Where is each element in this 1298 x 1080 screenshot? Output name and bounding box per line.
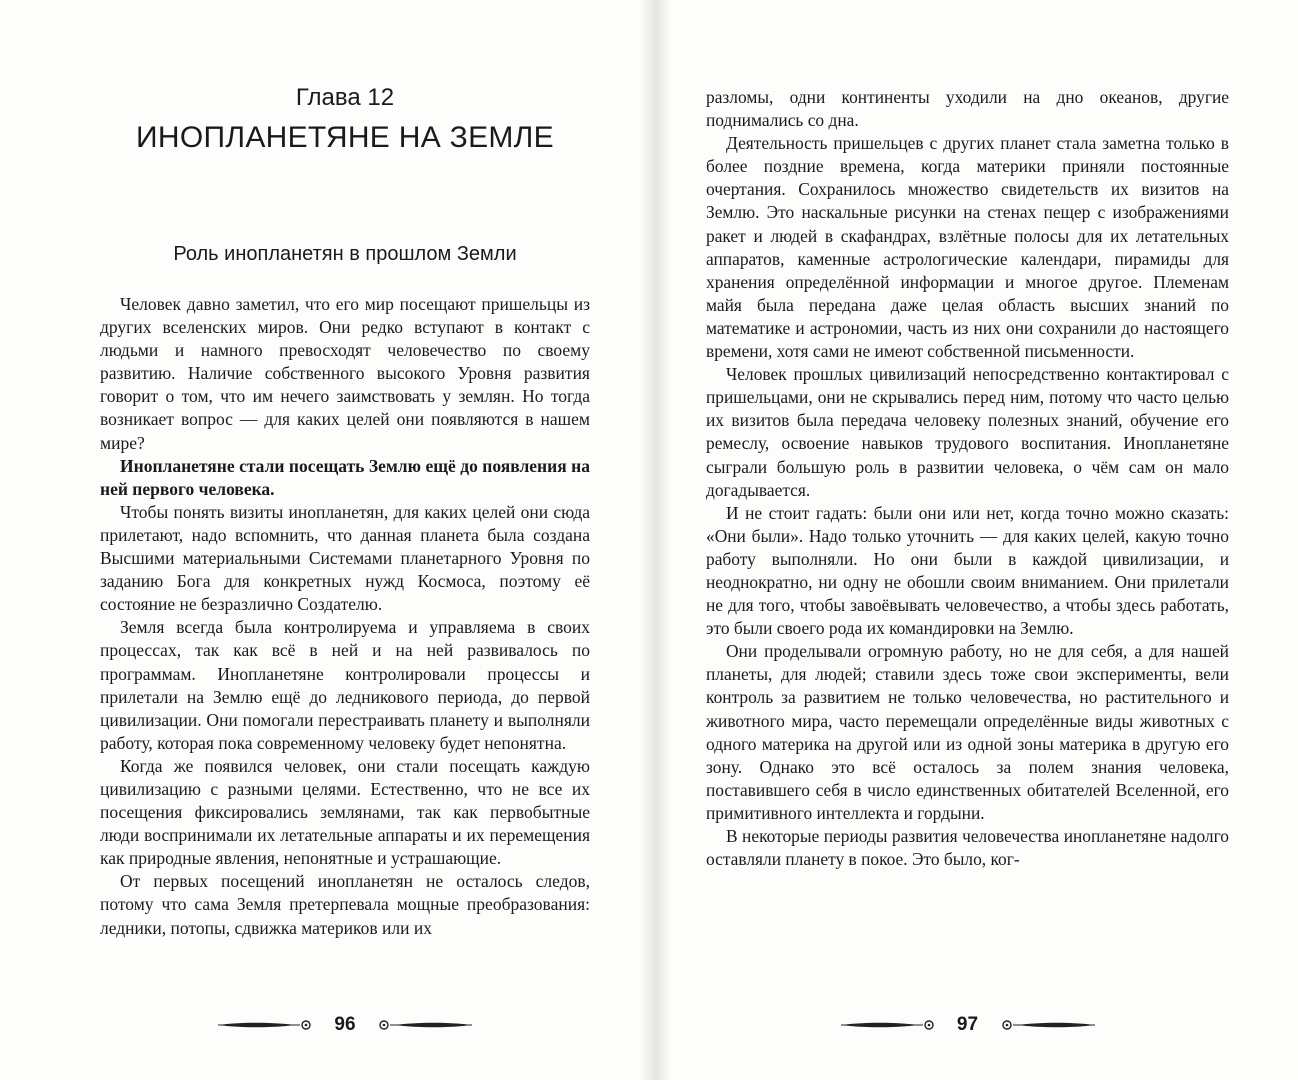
paragraph: Они проделывали огромную работу, но не для себя, а для нашей планеты, для людей; ставили здесь тоже свои эксперименты, вели контроль за развитием не только человечества, но растительного и животного мира, часто перемещали определённые виды животных с одного материка на другой или из одной зоны материка в другую его зону. Однако это всё осталось за полем знания человека, поставившего себя в число единственных обитателей Вселенной, его примитивного интеллекта и гордыни. <box>706 641 1229 823</box>
bold-paragraph: Инопланетяне стали посещать Землю ещё до появления на ней первого человека. <box>100 455 590 499</box>
paragraph: От первых посещений инопланетян не осталось следов, потому что сама Земля претерпевала мощные преобразования: ледники, потопы, сдвижка материков или их <box>100 871 590 938</box>
paragraph: И не стоит гадать: были они или нет, когда точно можно сказать: «Они были». Надо только уточнить — для каких целей, какую точно работу выполняли. Но они были в каждой цивилизации, и неоднократно, ни одну не обошли своим вниманием. Они прилетали не для того, чтобы завоёвывать человечество, а чтобы здесь работать, это были своего рода их командировки на Землю. <box>706 502 1229 639</box>
right-ornament-icon <box>997 1015 1097 1035</box>
paragraph: Когда же появился человек, они стали посещать каждую цивилизацию с разными целями. Естественно, что не все их посещения фиксировались землянами, так как первобытные люди воспринимали их летательные аппараты и их перемещения как природные явления, непонятные и устрашающие. <box>100 755 590 869</box>
left-page-text <box>100 293 590 940</box>
continuation-paragraph: разломы, одни континенты уходили на дно океанов, другие поднимались со дна. <box>706 87 1229 131</box>
section-title: Роль инопланетян в прошлом Земли <box>173 243 517 265</box>
book-gutter <box>640 0 670 1080</box>
chapter-title-text: ИНОПЛАНЕТЯНЕ НА ЗЕМЛЕ <box>136 121 554 154</box>
left-ornament-icon <box>839 1015 939 1035</box>
chapter-label: Глава 12 <box>295 84 395 111</box>
paragraph: Чтобы понять визиты инопланетян, для каких целей они сюда прилетают, надо вспомнить, что данная планета была создана Высшими материальными Системами планетарного Уровня по заданию Бога для конкретных нужд Космоса, поэтому её состояние не безразлично Создателю. <box>100 501 590 615</box>
chapter-title <box>100 122 590 154</box>
right-page <box>706 0 1229 1080</box>
page-footer <box>100 1014 590 1036</box>
left-ornament-icon <box>216 1015 316 1035</box>
page-number: 96 <box>334 1014 356 1035</box>
paragraph: В некоторые периоды развития человечества инопланетяне надолго оставляли планету в покое. Это было, ког- <box>706 826 1229 870</box>
right-ornament-icon <box>374 1015 474 1035</box>
paragraph: Земля всегда была контролируема и управляема в своих процессах, так как всё в ней и на ней развивалось по программам. Инопланетяне контролировали процессы и прилетали на Землю ещё до ледникового периода, до первой цивилизации. Они помогали перестраивать планету и выполняли работу, которая пока современному человеку будет непонятна. <box>100 617 590 753</box>
paragraph: Человек прошлых цивилизаций непосредственно контактировал с пришельцами, они не скрывались перед ним, потому что часто целью их визитов была передача человеку полезных знаний, обучение его ремеслу, освоение навыков трудового воспитания. Инопланетяне сыграли большую роль в развитии человека, о чём сам он мало догадывается. <box>706 364 1229 500</box>
left-page <box>100 0 590 1080</box>
right-page-text <box>706 86 1229 871</box>
paragraph: Человек давно заметил, что его мир посещают пришельцы из других вселенских миров. Они редко вступают в контакт с людьми и намного превосходят человечество по своему развитию. Наличие собственного высокого Уровня развития говорит о том, что им нечего заимствовать у землян. Но тогда возникает вопрос — для каких целей они появляются в нашем мире? <box>100 294 590 453</box>
page-footer <box>706 1014 1229 1036</box>
paragraph: Деятельность пришельцев с других планет стала заметна только в более поздние времена, когда материки приняли постоянные очертания. Сохранилось множество свидетельств их визитов на Землю. Это наскальные рисунки на стенах пещер с изображениями ракет и людей в скафандрах, взлётные полосы для их летательных аппаратов, каменные астрологические календари, пирамиды для хранения определённой информации и многое другое. Племенам майя была передана даже целая область высших знаний по математике и астрономии, часть из них они сохранили до настоящего времени, хотя сами не имеют собственной письменности. <box>706 133 1229 362</box>
page-number: 97 <box>956 1014 979 1035</box>
